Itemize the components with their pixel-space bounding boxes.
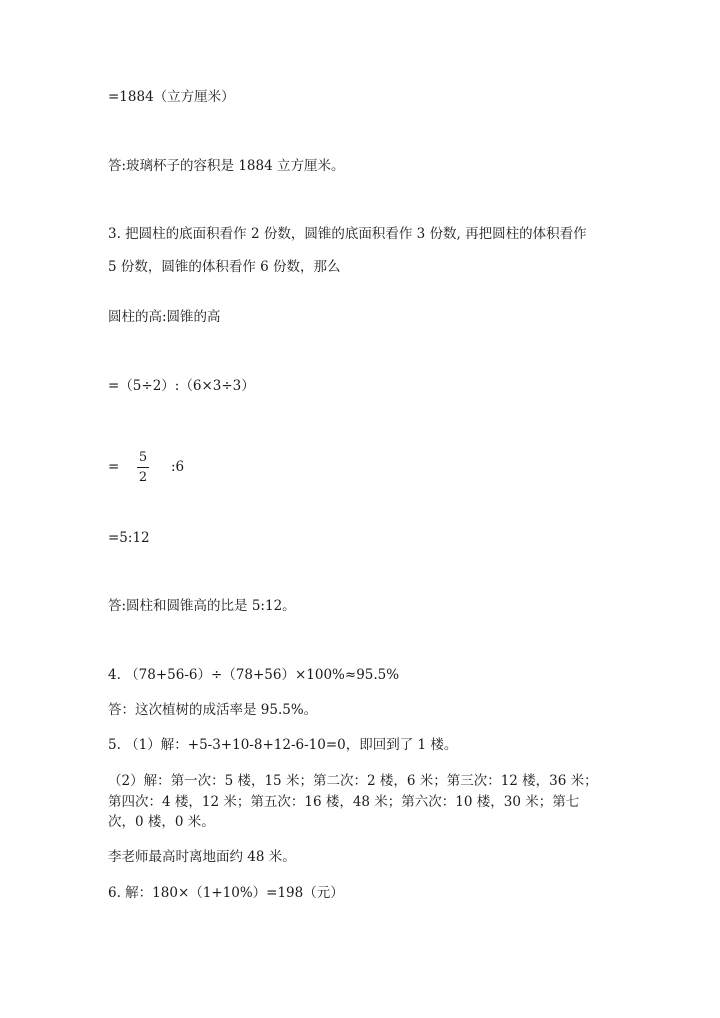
problem-6-line: 6. 解：180×（1+10%）=198（元）	[108, 885, 344, 901]
problem-5-part-2-line-2: 第四次：4 楼，12 米；第五次：16 楼，48 米；第六次：10 楼，30 米；第七	[108, 794, 580, 810]
ratio-result-line: =5:12	[108, 530, 150, 546]
answer-line-survival-rate: 答：这次植树的成活率是 95.5%。	[108, 702, 318, 718]
fraction-bar	[137, 467, 149, 468]
ratio-label-line: 圆柱的高:圆锥的高	[108, 309, 221, 325]
result-line-volume: =1884（立方厘米）	[108, 89, 235, 105]
problem-5-part-2-line-3: 次，0 楼，0 米。	[108, 814, 215, 830]
ratio-expression-line: =（5÷2）:（6×3÷3）	[108, 378, 255, 394]
fraction-denominator: 2	[138, 470, 148, 485]
problem-5-part-2-line-1: （2）解：第一次：5 楼，15 米；第二次：2 楼，6 米；第三次：12 楼，36 米；	[108, 773, 598, 789]
answer-line-cup-volume: 答:玻璃杯子的容积是 1884 立方厘米。	[108, 158, 345, 174]
fraction-five-halves	[137, 450, 149, 485]
fraction-line-rest: :6	[171, 459, 185, 475]
problem-4-line: 4. （78+56-6）÷（78+56）×100%≈95.5%	[108, 667, 400, 683]
answer-line-height-ratio: 答:圆柱和圆锥高的比是 5:12。	[108, 598, 296, 614]
fraction-numerator: 5	[138, 450, 148, 465]
problem-3-line-2: 5 份数，圆锥的体积看作 6 份数，那么	[108, 259, 341, 275]
problem-5-part-1-line: 5. （1）解：+5-3+10-8+12-6-10=0，即回到了 1 楼。	[108, 737, 458, 753]
answer-line-max-height: 李老师最高时离地面约 48 米。	[108, 849, 296, 865]
fraction-line-equals: =	[108, 459, 120, 475]
problem-3-line-1: 3. 把圆柱的底面积看作 2 份数，圆锥的底面积看作 3 份数, 再把圆柱的体积看作	[108, 226, 587, 242]
